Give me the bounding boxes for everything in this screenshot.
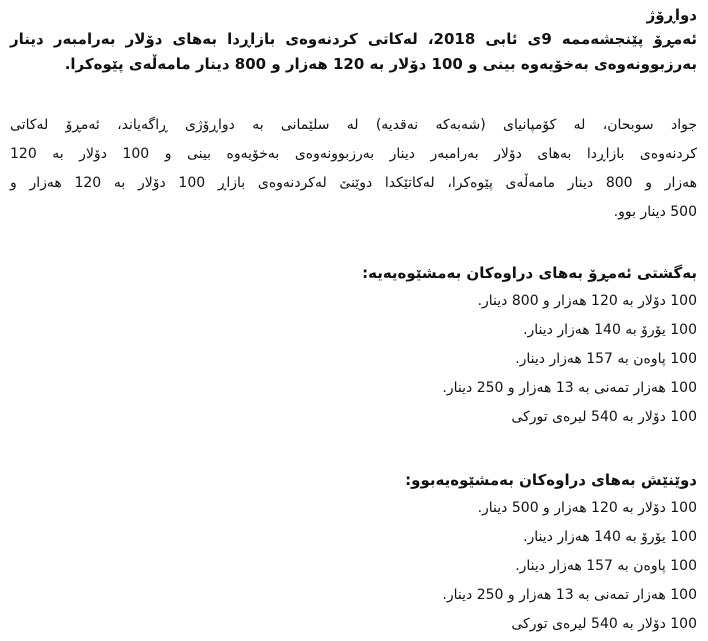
body-line: هەزار و 800 دینار مامەڵەی پێوەکرا، لەکاتێکدا دوێنێ لەکردنەوەی بازاڕ 100 دۆلار بە 120 هەزار و bbox=[10, 175, 698, 191]
today-rates-heading: بەگشتی ئەمڕۆ بەهای دراوەکان بەمشێوەیەیە: bbox=[362, 264, 697, 282]
today-rates-list bbox=[10, 287, 697, 432]
rate-item: 100 دۆلار بە 120 هەزار و 500 دینار. bbox=[477, 500, 697, 516]
lead-line: ئەمڕۆ پێنجشەممە 9ی ئابی 2018، لەکاتی کردنەوەی بازاڕدا بەهای دۆلار بەرامبەر دینار bbox=[10, 30, 698, 48]
rate-item: 100 یۆرۆ بە 140 هەزار دینار. bbox=[523, 322, 697, 338]
category-title: دواڕۆژ bbox=[646, 6, 697, 24]
body-line: کردنەوەی بازاڕدا بەهای دۆلار بەرامبەر دینار بەرزبوونەوەی بەخۆیەوە بینی و 100 دۆلار بە 120 bbox=[10, 146, 697, 162]
rate-item: 100 پاوەن بە 157 هەزار دینار. bbox=[515, 351, 697, 367]
rate-item: 100 دۆلار بە 120 هەزار و 800 دینار. bbox=[477, 293, 697, 309]
body-paragraph bbox=[10, 111, 697, 227]
rate-item: 100 یۆرۆ بە 140 هەزار دینار. bbox=[523, 529, 697, 545]
yesterday-rates-list bbox=[10, 494, 697, 639]
body-line: جواد سوبحان، لە کۆمپانیای (شەبەکە نەقدیە) لە سلێمانی بە دواڕۆژی ڕاگەیاند، ئەمڕۆ لەکاتی bbox=[10, 117, 697, 133]
rate-item: 100 هەزار تمەنی بە 13 هەزار و 250 دینار. bbox=[442, 587, 697, 603]
lead-line: بەرزبوونەوەی بەخۆیەوە بینی و 100 دۆلار بە 120 هەزار و 800 دینار مامەڵەی پێوەکرا. bbox=[64, 55, 697, 73]
body-line: 500 دینار بوو. bbox=[613, 204, 697, 220]
rate-item: 100 دۆلار بە 540 لیرەی تورکی bbox=[511, 616, 697, 632]
rate-item: 100 پاوەن بە 157 هەزار دینار. bbox=[515, 558, 697, 574]
rate-item: 100 دۆلار بە 540 لیرەی تورکی bbox=[511, 409, 697, 425]
yesterday-rates-heading: دوێنێش بەهای دراوەکان بەمشێوەیەبوو: bbox=[405, 471, 697, 489]
rate-item: 100 هەزار تمەنی بە 13 هەزار و 250 دینار. bbox=[442, 380, 697, 396]
lead-paragraph bbox=[10, 27, 697, 77]
